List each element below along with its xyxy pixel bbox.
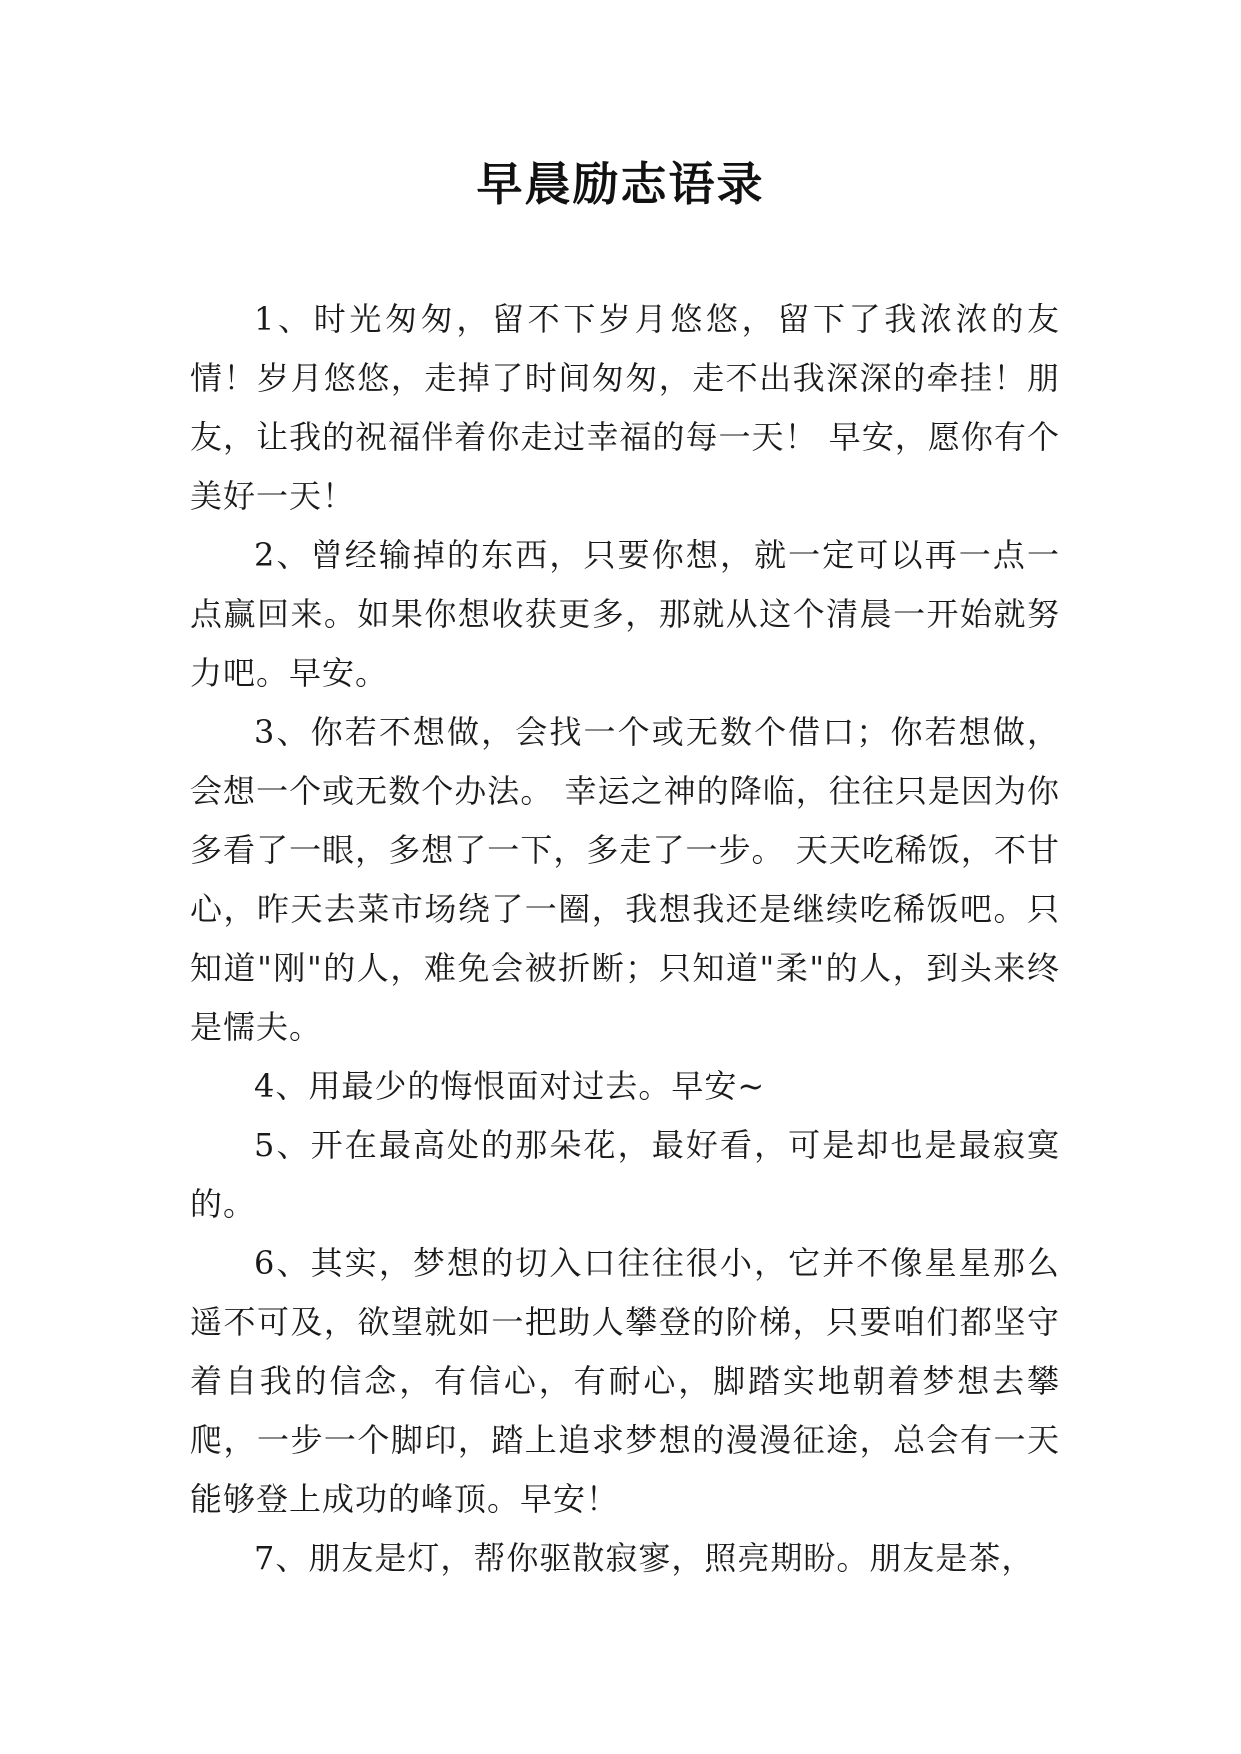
paragraph-2: 2、曾经输掉的东西，只要你想，就一定可以再一点一点赢回来。如果你想收获更多，那就从这个清晨一开始就努力吧。早安。 <box>190 536 1060 692</box>
paragraph-3: 3、你若不想做，会找一个或无数个借口；你若想做，会想一个或无数个办法。 幸运之神的降临，往往只是因为你多看了一眼，多想了一下，多走了一步。 天天吃稀饭，不甘心，昨天去菜市场绕了一圈，我想我还是继续吃稀饭吧。只知道"刚"的人，难免会被折断；只知道"柔"的人，到头来终是懦夫。 <box>190 713 1060 1046</box>
document-title: 早晨励志语录 <box>476 157 765 211</box>
paragraph-4: 4、用最少的悔恨面对过去。早安~ <box>254 1067 766 1105</box>
paragraph-5: 5、开在最高处的那朵花，最好看，可是却也是最寂寞的。 <box>190 1126 1060 1223</box>
document-body <box>190 290 1060 1588</box>
paragraph-7: 7、朋友是灯，帮你驱散寂寥，照亮期盼。朋友是茶， <box>254 1539 1035 1577</box>
paragraph-1: 1、时光匆匆，留不下岁月悠悠，留下了我浓浓的友情！岁月悠悠，走掉了时间匆匆，走不出我深深的牵挂！朋友，让我的祝福伴着你走过幸福的每一天！ 早安，愿你有个美好一天！ <box>190 300 1060 515</box>
paragraph-6: 6、其实，梦想的切入口往往很小，它并不像星星那么遥不可及，欲望就如一把助人攀登的阶梯，只要咱们都坚守着自我的信念，有信心，有耐心，脚踏实地朝着梦想去攀爬，一步一个脚印，踏上追求梦想的漫漫征途，总会有一天能够登上成功的峰顶。早安！ <box>190 1244 1060 1518</box>
